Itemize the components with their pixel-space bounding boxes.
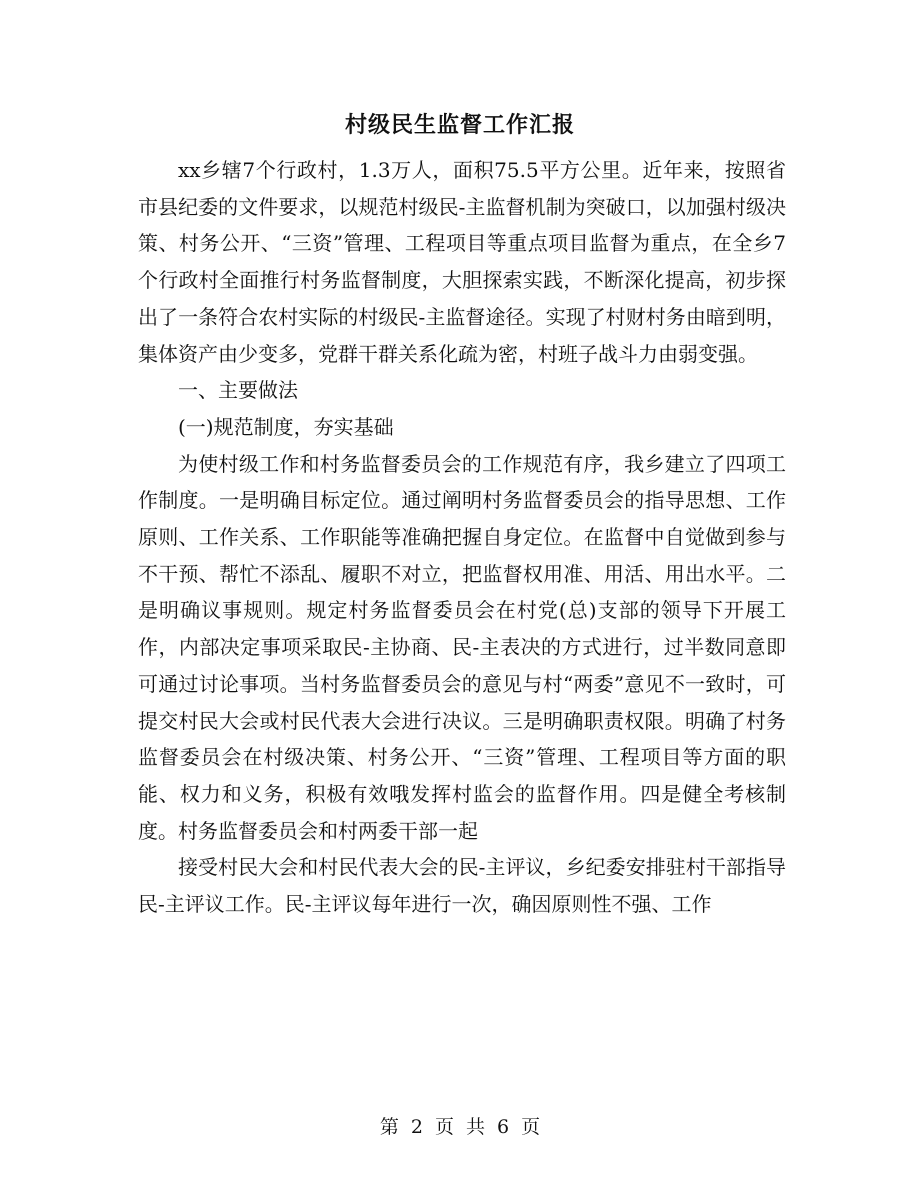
body-paragraph: 为使村级工作和村务监督委员会的工作规范有序，我乡建立了四项工作制度。一是明确目标定位。通过阐明村务监督委员会的指导思想、工作原则、工作关系、工作职能等准确把握自身定位。在监督中自觉做到参与不干预、帮忙不添乱、履职不对立，把监督权用准、用活、用出水平。二是明确议事规则。规定村务监督委员会在村党(总)支部的领导下开展工作，内部决定事项采取民-主协商、民-主表决的方式进行，过半数同意即可通过讨论事项。当村务监督委员会的意见与村“两委”意见不一致时，可提交村民大会或村民代表大会进行决议。三是明确职责权限。明确了村务监督委员会在村级决策、村务公开、“三资”管理、工程项目等方面的职能、权力和义务，积极有效哦发挥村监会的监督作用。四是健全考核制度。村务监督委员会和村两委干部一起: [138, 451, 786, 843]
document-body: [138, 152, 786, 923]
section-heading: 一、主要做法: [178, 378, 298, 403]
page-number-footer: 第 2 页 共 6 页: [379, 1116, 541, 1138]
document-title: 村级民生监督工作汇报: [344, 112, 575, 138]
intro-paragraph: xx乡辖7个行政村，1.3万人，面积75.5平方公里。近年来，按照省市县纪委的文件要求，以规范村级民-主监督机制为突破口，以加强村级决策、村务公开、“三资”管理、工程项目等重点项目监督为重点，在全乡7个行政村全面推行村务监督制度，大胆探索实践，不断深化提高，初步探出了一条符合农村实际的村级民-主监督途径。实现了村财村务由暗到明，集体资产由少变多，党群干群关系化疏为密，村班子战斗力由弱变强。: [138, 158, 786, 366]
body-paragraph-continued: 接受村民大会和村民代表大会的民-主评议，乡纪委安排驻村干部指导民-主评议工作。民-主评议每年进行一次，确因原则性不强、工作: [138, 855, 786, 917]
subsection-heading: (一)规范制度，夯实基础: [178, 414, 394, 439]
